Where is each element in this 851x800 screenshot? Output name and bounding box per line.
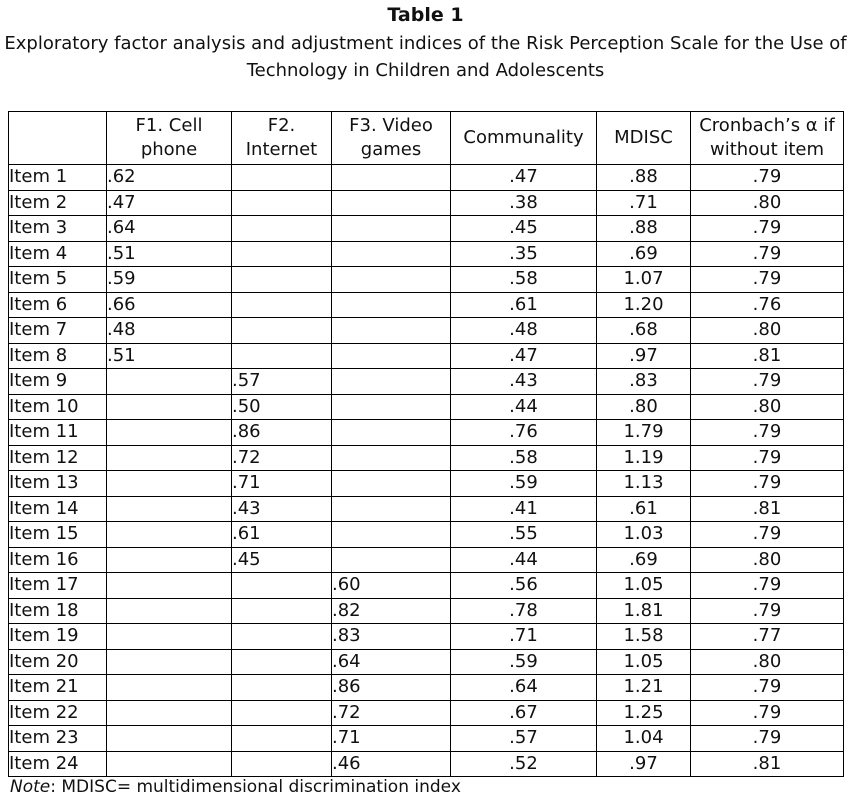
cell-f2-internet: .86: [232, 420, 332, 446]
note-label: Note: [10, 777, 51, 797]
cell-f3-video-games: [332, 343, 451, 369]
cell-f1-cell-phone: .48: [107, 318, 232, 344]
cell-communality: .45: [451, 216, 597, 242]
cell-f2-internet: [232, 292, 332, 318]
cell-mdisc: 1.03: [597, 522, 691, 548]
cell-f3-video-games: [332, 522, 451, 548]
header-mdisc: MDISC: [597, 112, 691, 165]
table-body: [9, 165, 844, 777]
cell-f3-video-games: .46: [332, 751, 451, 777]
table-row: [9, 522, 844, 548]
table-row: [9, 547, 844, 573]
cell-f3-video-games: [332, 241, 451, 267]
cell-f3-video-games: [332, 471, 451, 497]
cell-cronbach-alpha: .77: [691, 624, 844, 650]
cell-item-label: Item 1: [9, 165, 107, 191]
cell-f2-internet: [232, 700, 332, 726]
cell-communality: .44: [451, 547, 597, 573]
cell-f3-video-games: [332, 420, 451, 446]
cell-mdisc: .69: [597, 547, 691, 573]
cell-communality: .48: [451, 318, 597, 344]
cell-f2-internet: .71: [232, 471, 332, 497]
cell-mdisc: .88: [597, 216, 691, 242]
cell-f2-internet: [232, 624, 332, 650]
table-row: [9, 267, 844, 293]
cell-item-label: Item 22: [9, 700, 107, 726]
cell-f1-cell-phone: [107, 471, 232, 497]
cell-f2-internet: [232, 573, 332, 599]
cell-cronbach-alpha: .80: [691, 394, 844, 420]
cell-f1-cell-phone: [107, 496, 232, 522]
header-row: [9, 112, 844, 165]
cell-mdisc: 1.04: [597, 726, 691, 752]
cell-item-label: Item 12: [9, 445, 107, 471]
cell-f1-cell-phone: [107, 598, 232, 624]
cell-f1-cell-phone: .64: [107, 216, 232, 242]
cell-communality: .35: [451, 241, 597, 267]
cell-f1-cell-phone: [107, 649, 232, 675]
header-item: [9, 112, 107, 165]
cell-f1-cell-phone: [107, 751, 232, 777]
cell-communality: .41: [451, 496, 597, 522]
cell-item-label: Item 6: [9, 292, 107, 318]
table-row: [9, 624, 844, 650]
table-row: [9, 190, 844, 216]
cell-f1-cell-phone: [107, 624, 232, 650]
cell-mdisc: .69: [597, 241, 691, 267]
caption-line-2: Technology in Children and Adolescents: [246, 60, 605, 81]
cell-mdisc: .88: [597, 165, 691, 191]
cell-f1-cell-phone: [107, 726, 232, 752]
cell-mdisc: .83: [597, 369, 691, 395]
cell-f1-cell-phone: [107, 675, 232, 701]
cell-item-label: Item 14: [9, 496, 107, 522]
header-communality: Communality: [451, 112, 597, 165]
cell-item-label: Item 16: [9, 547, 107, 573]
table-row: [9, 598, 844, 624]
cell-f1-cell-phone: .51: [107, 241, 232, 267]
cell-f2-internet: .72: [232, 445, 332, 471]
cell-f3-video-games: .60: [332, 573, 451, 599]
cell-f1-cell-phone: [107, 522, 232, 548]
cell-mdisc: 1.07: [597, 267, 691, 293]
cell-cronbach-alpha: .81: [691, 496, 844, 522]
table-row: [9, 573, 844, 599]
cell-communality: .52: [451, 751, 597, 777]
table-row: [9, 496, 844, 522]
cell-cronbach-alpha: .80: [691, 190, 844, 216]
cell-cronbach-alpha: .79: [691, 165, 844, 191]
cell-communality: .76: [451, 420, 597, 446]
cell-cronbach-alpha: .79: [691, 216, 844, 242]
cell-mdisc: 1.25: [597, 700, 691, 726]
cell-f3-video-games: [332, 394, 451, 420]
cell-f1-cell-phone: [107, 369, 232, 395]
table-title: Table 1: [387, 4, 464, 26]
cell-mdisc: .61: [597, 496, 691, 522]
table-row: [9, 726, 844, 752]
cell-item-label: Item 5: [9, 267, 107, 293]
cell-item-label: Item 10: [9, 394, 107, 420]
cell-f2-internet: [232, 318, 332, 344]
cell-cronbach-alpha: .79: [691, 700, 844, 726]
cell-f1-cell-phone: [107, 445, 232, 471]
cell-communality: .44: [451, 394, 597, 420]
table-row: [9, 751, 844, 777]
cell-cronbach-alpha: .80: [691, 318, 844, 344]
cell-cronbach-alpha: .80: [691, 649, 844, 675]
cell-mdisc: .80: [597, 394, 691, 420]
table-row: [9, 318, 844, 344]
cell-communality: .57: [451, 726, 597, 752]
cell-f1-cell-phone: .59: [107, 267, 232, 293]
cell-f1-cell-phone: [107, 394, 232, 420]
table-row: [9, 420, 844, 446]
cell-f2-internet: .50: [232, 394, 332, 420]
table-caption: [0, 30, 851, 84]
cell-item-label: Item 13: [9, 471, 107, 497]
cell-cronbach-alpha: .79: [691, 598, 844, 624]
cell-cronbach-alpha: .79: [691, 420, 844, 446]
cell-cronbach-alpha: .80: [691, 547, 844, 573]
cell-f3-video-games: [332, 369, 451, 395]
cell-mdisc: 1.19: [597, 445, 691, 471]
table-row: [9, 649, 844, 675]
cell-communality: .47: [451, 165, 597, 191]
cell-item-label: Item 4: [9, 241, 107, 267]
cell-communality: .59: [451, 649, 597, 675]
cell-f2-internet: [232, 675, 332, 701]
cell-f1-cell-phone: [107, 700, 232, 726]
header-cronbach-alpha: Cronbach’s α if without item: [691, 112, 844, 165]
cell-cronbach-alpha: .76: [691, 292, 844, 318]
cell-item-label: Item 23: [9, 726, 107, 752]
cell-f2-internet: [232, 267, 332, 293]
cell-cronbach-alpha: .79: [691, 267, 844, 293]
cell-f1-cell-phone: .66: [107, 292, 232, 318]
cell-item-label: Item 7: [9, 318, 107, 344]
cell-cronbach-alpha: .79: [691, 675, 844, 701]
cell-communality: .58: [451, 445, 597, 471]
cell-communality: .64: [451, 675, 597, 701]
cell-f3-video-games: [332, 445, 451, 471]
cell-f3-video-games: .71: [332, 726, 451, 752]
cell-mdisc: .97: [597, 751, 691, 777]
table-row: [9, 241, 844, 267]
cell-f2-internet: .57: [232, 369, 332, 395]
cell-item-label: Item 17: [9, 573, 107, 599]
cell-f2-internet: .61: [232, 522, 332, 548]
cell-cronbach-alpha: .81: [691, 751, 844, 777]
cell-mdisc: .71: [597, 190, 691, 216]
note-text: : MDISC= multidimensional discrimination index: [50, 777, 461, 797]
cell-item-label: Item 19: [9, 624, 107, 650]
cell-item-label: Item 11: [9, 420, 107, 446]
cell-item-label: Item 24: [9, 751, 107, 777]
cell-f1-cell-phone: .62: [107, 165, 232, 191]
cell-f3-video-games: [332, 267, 451, 293]
table-row: [9, 700, 844, 726]
cell-f2-internet: [232, 751, 332, 777]
table-row: [9, 165, 844, 191]
cell-f1-cell-phone: .51: [107, 343, 232, 369]
table-note: [10, 776, 461, 798]
cell-f2-internet: .45: [232, 547, 332, 573]
header-f3-video-games: F3. Video games: [332, 112, 451, 165]
cell-item-label: Item 2: [9, 190, 107, 216]
cell-communality: .56: [451, 573, 597, 599]
cell-communality: .58: [451, 267, 597, 293]
cell-f3-video-games: [332, 165, 451, 191]
cell-item-label: Item 3: [9, 216, 107, 242]
cell-mdisc: .68: [597, 318, 691, 344]
cell-mdisc: .97: [597, 343, 691, 369]
cell-item-label: Item 15: [9, 522, 107, 548]
table-row: [9, 471, 844, 497]
cell-f2-internet: [232, 726, 332, 752]
cell-f2-internet: [232, 241, 332, 267]
cell-mdisc: 1.13: [597, 471, 691, 497]
cell-mdisc: 1.58: [597, 624, 691, 650]
cell-mdisc: 1.20: [597, 292, 691, 318]
cell-mdisc: 1.21: [597, 675, 691, 701]
cell-f3-video-games: [332, 190, 451, 216]
caption-line-1: Exploratory factor analysis and adjustment indices of the Risk Perception Scale for the Use of: [4, 33, 847, 54]
table-row: [9, 292, 844, 318]
cell-communality: .55: [451, 522, 597, 548]
cell-cronbach-alpha: .79: [691, 471, 844, 497]
cell-item-label: Item 18: [9, 598, 107, 624]
cell-f2-internet: [232, 343, 332, 369]
cell-communality: .67: [451, 700, 597, 726]
cell-item-label: Item 8: [9, 343, 107, 369]
cell-communality: .78: [451, 598, 597, 624]
cell-cronbach-alpha: .79: [691, 445, 844, 471]
cell-mdisc: 1.05: [597, 573, 691, 599]
table-row: [9, 216, 844, 242]
header-f1-cell-phone: F1. Cell phone: [107, 112, 232, 165]
cell-f3-video-games: .86: [332, 675, 451, 701]
header-f2-internet: F2. Internet: [232, 112, 332, 165]
table-row: [9, 445, 844, 471]
cell-cronbach-alpha: .79: [691, 573, 844, 599]
table-row: [9, 394, 844, 420]
cell-communality: .61: [451, 292, 597, 318]
cell-f2-internet: [232, 190, 332, 216]
cell-f2-internet: [232, 649, 332, 675]
cell-communality: .47: [451, 343, 597, 369]
cell-f2-internet: [232, 598, 332, 624]
factor-analysis-table: [8, 111, 844, 777]
cell-item-label: Item 20: [9, 649, 107, 675]
cell-communality: .71: [451, 624, 597, 650]
cell-cronbach-alpha: .79: [691, 241, 844, 267]
cell-mdisc: 1.79: [597, 420, 691, 446]
cell-cronbach-alpha: .79: [691, 522, 844, 548]
cell-mdisc: 1.05: [597, 649, 691, 675]
cell-f3-video-games: [332, 292, 451, 318]
table-row: [9, 343, 844, 369]
table-row: [9, 675, 844, 701]
cell-mdisc: 1.81: [597, 598, 691, 624]
cell-communality: .59: [451, 471, 597, 497]
cell-f1-cell-phone: .47: [107, 190, 232, 216]
cell-cronbach-alpha: .79: [691, 369, 844, 395]
cell-f3-video-games: [332, 547, 451, 573]
cell-f3-video-games: .82: [332, 598, 451, 624]
cell-item-label: Item 21: [9, 675, 107, 701]
cell-communality: .38: [451, 190, 597, 216]
cell-cronbach-alpha: .81: [691, 343, 844, 369]
cell-cronbach-alpha: .79: [691, 726, 844, 752]
cell-f1-cell-phone: [107, 573, 232, 599]
cell-f3-video-games: .64: [332, 649, 451, 675]
cell-f2-internet: [232, 216, 332, 242]
cell-f1-cell-phone: [107, 420, 232, 446]
table-row: [9, 369, 844, 395]
cell-f2-internet: [232, 165, 332, 191]
cell-f3-video-games: [332, 496, 451, 522]
cell-item-label: Item 9: [9, 369, 107, 395]
cell-f3-video-games: [332, 216, 451, 242]
cell-f3-video-games: .83: [332, 624, 451, 650]
cell-f2-internet: .43: [232, 496, 332, 522]
cell-f3-video-games: .72: [332, 700, 451, 726]
cell-f3-video-games: [332, 318, 451, 344]
cell-f1-cell-phone: [107, 547, 232, 573]
cell-communality: .43: [451, 369, 597, 395]
